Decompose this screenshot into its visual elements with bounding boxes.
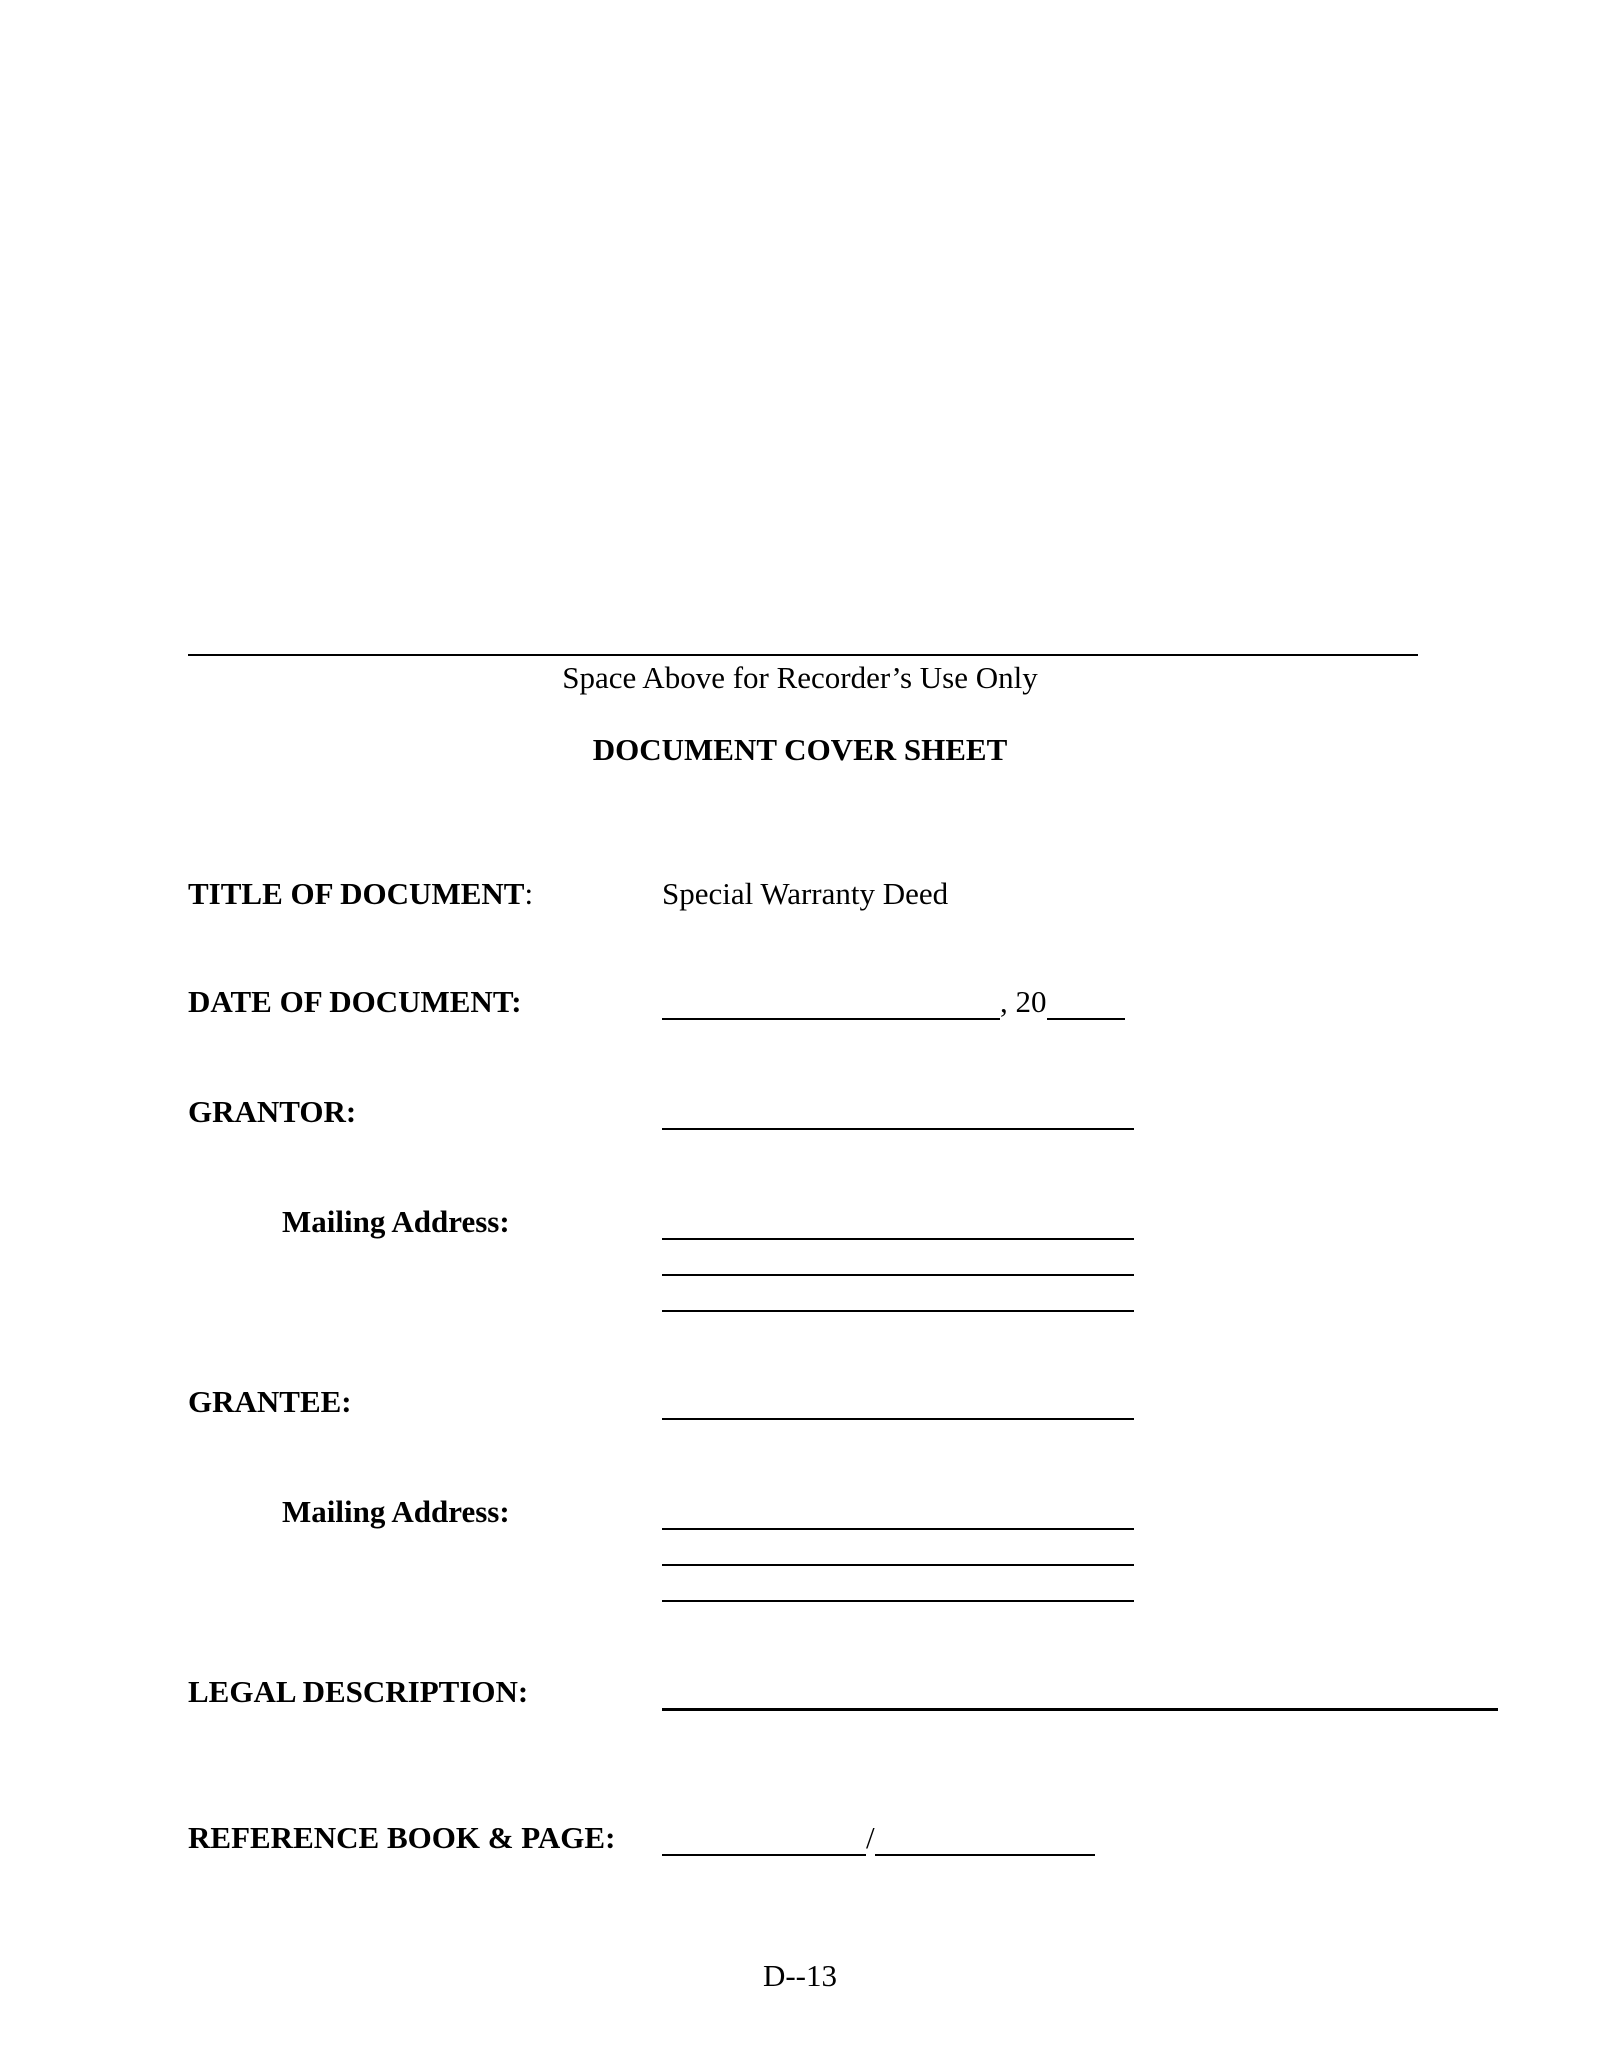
page-number: D--13 xyxy=(762,1958,838,1993)
date-of-document-label: DATE OF DOCUMENT: xyxy=(188,984,522,1019)
document-title: DOCUMENT COVER SHEET xyxy=(592,732,1008,767)
reference-page-blank[interactable] xyxy=(875,1824,1095,1856)
grantor-mailing-address-label: Mailing Address: xyxy=(282,1204,510,1239)
grantee-mailing-address-label: Mailing Address: xyxy=(282,1494,510,1529)
grantor-address-line-1[interactable] xyxy=(662,1238,1134,1240)
grantor-blank[interactable] xyxy=(662,1128,1134,1130)
date-month-day-blank[interactable] xyxy=(662,988,1000,1020)
grantee-label: GRANTEE: xyxy=(188,1384,352,1419)
date-of-document-field xyxy=(662,984,1125,1020)
title-of-document-label-text: TITLE OF DOCUMENT xyxy=(188,876,525,911)
recorder-space-note: Space Above for Recorder’s Use Only xyxy=(562,660,1038,695)
title-of-document-label xyxy=(188,876,533,912)
date-year-prefix: , 20 xyxy=(1000,984,1047,1019)
grantee-blank[interactable] xyxy=(662,1418,1134,1420)
legal-description-blank[interactable] xyxy=(662,1708,1498,1711)
grantee-address-line-2[interactable] xyxy=(662,1564,1134,1566)
grantor-address-line-2[interactable] xyxy=(662,1274,1134,1276)
title-of-document-value: Special Warranty Deed xyxy=(662,876,949,911)
title-of-document-label-colon: : xyxy=(524,876,534,911)
reference-book-page-field xyxy=(662,1820,1095,1856)
grantor-address-line-3[interactable] xyxy=(662,1310,1134,1312)
reference-book-page-label: REFERENCE BOOK & PAGE: xyxy=(188,1820,616,1855)
date-year-blank[interactable] xyxy=(1047,988,1125,1020)
reference-book-blank[interactable] xyxy=(662,1824,866,1856)
grantee-address-line-1[interactable] xyxy=(662,1528,1134,1530)
grantee-address-line-3[interactable] xyxy=(662,1600,1134,1602)
recorder-space-divider xyxy=(188,654,1418,656)
reference-separator: / xyxy=(866,1820,875,1855)
grantor-label: GRANTOR: xyxy=(188,1094,357,1129)
legal-description-label: LEGAL DESCRIPTION: xyxy=(188,1674,529,1709)
